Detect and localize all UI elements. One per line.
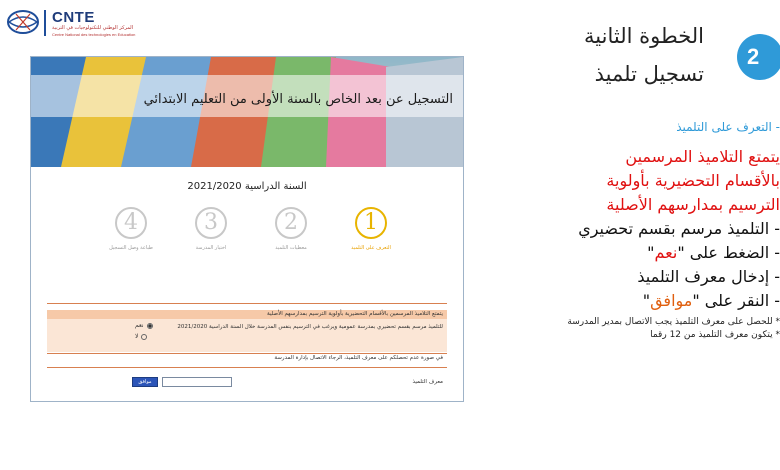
student-id-label: معرف التلميذ — [412, 379, 443, 385]
step-identify-student[interactable] — [341, 207, 401, 251]
priority-line-2: بالأقسام التحضيرية بأولوية — [606, 171, 780, 190]
divider — [47, 367, 447, 368]
priority-question-header: يتمتع التلاميذ المرسمين بالأقسام التحضيرية بأولوية الترسيم بمدارسهم الأصلية — [47, 310, 447, 319]
slide-title-line1: الخطوة الثانية — [584, 24, 704, 48]
step-student-data[interactable] — [261, 207, 321, 251]
note-id-length: * يتكون معرف التلميذ من 12 رقما — [650, 330, 780, 340]
portal-title: التسجيل عن بعد الخاص بالسنة الأولى من التعليم الابتدائي — [143, 92, 453, 107]
option-no-label: لا — [135, 333, 139, 340]
instruction-text: - الضغط على " — [677, 243, 780, 262]
radio-unchecked-icon[interactable] — [141, 334, 147, 340]
priority-line-3: الترسيم بمدارسهم الأصلية — [606, 195, 780, 214]
portal-banner — [31, 57, 463, 167]
step-label: اختيار المدرسة — [195, 245, 227, 251]
student-id-input[interactable] — [162, 377, 232, 387]
school-year: السنة الدراسية 2021/2020 — [187, 181, 307, 192]
instruction-enter-id: - إدخال معرف التلميذ — [637, 267, 780, 286]
option-no-radio[interactable] — [135, 333, 147, 340]
divider — [47, 353, 447, 354]
registration-stepper — [101, 207, 401, 261]
confirm-button[interactable]: موافق — [132, 377, 158, 387]
logo-divider — [44, 10, 46, 36]
slide-title-line2: تسجيل تلميذ — [594, 62, 704, 86]
priority-line-1: يتمتع التلاميذ المرسمين — [625, 147, 780, 166]
step-number: 3 — [195, 207, 227, 239]
slide-subtitle: - التعرف على التلميذ — [676, 120, 780, 134]
instruction-click-confirm — [643, 291, 780, 310]
radio-checked-icon[interactable] — [147, 323, 153, 329]
instruction-text: " — [647, 243, 655, 262]
note-contact-director: * للحصل على معرف التلميذ يجب الاتصال بمدير المدرسة — [567, 317, 780, 327]
divider — [47, 303, 447, 304]
highlight-yes: نعم — [654, 243, 678, 262]
priority-question-text: للتلميذ مرسم بقسم تحضيري بمدرسة عمومية ويرغب في الترسيم بنفس المدرسة خلال السنة الدراسية 2021/2020 — [177, 324, 443, 330]
step-number: 1 — [355, 207, 387, 239]
step-number: 4 — [115, 207, 147, 239]
crayons-banner-image — [31, 57, 463, 167]
step-label: معطيات التلميذ — [275, 245, 307, 251]
highlight-confirm: موافق — [650, 291, 693, 310]
step-label: التعرف على التلميذ — [351, 245, 391, 251]
instruction-text: - النقر على " — [692, 291, 780, 310]
option-yes-radio[interactable] — [135, 322, 153, 329]
step-print-receipt[interactable] — [101, 207, 161, 251]
instruction-student-enrolled: - التلميذ مرسم بقسم تحضيري — [578, 219, 780, 238]
logo-french-tagline: Centre National des technologies en Education — [52, 32, 136, 37]
step-number: 2 — [275, 207, 307, 239]
step-label: طباعة وصل التسجيل — [109, 245, 153, 251]
logo-arabic-tagline: المركز الوطني للتكنولوجيات في التربية — [52, 25, 134, 31]
cnte-logo — [6, 6, 246, 40]
option-yes-label: نعم — [135, 322, 144, 329]
contact-school-notice: في صورة عدم تحصلكم على معرف التلميذ، الرجاء الاتصال بإدارة المدرسة — [274, 355, 443, 361]
logo-name: CNTE — [52, 9, 95, 26]
step-choose-school[interactable] — [181, 207, 241, 251]
registration-portal-screenshot — [30, 56, 464, 402]
instruction-text: " — [642, 291, 651, 310]
instruction-press-yes — [647, 243, 780, 262]
step-number-badge: 2 — [737, 34, 780, 80]
cnte-globe-icon — [6, 8, 40, 36]
